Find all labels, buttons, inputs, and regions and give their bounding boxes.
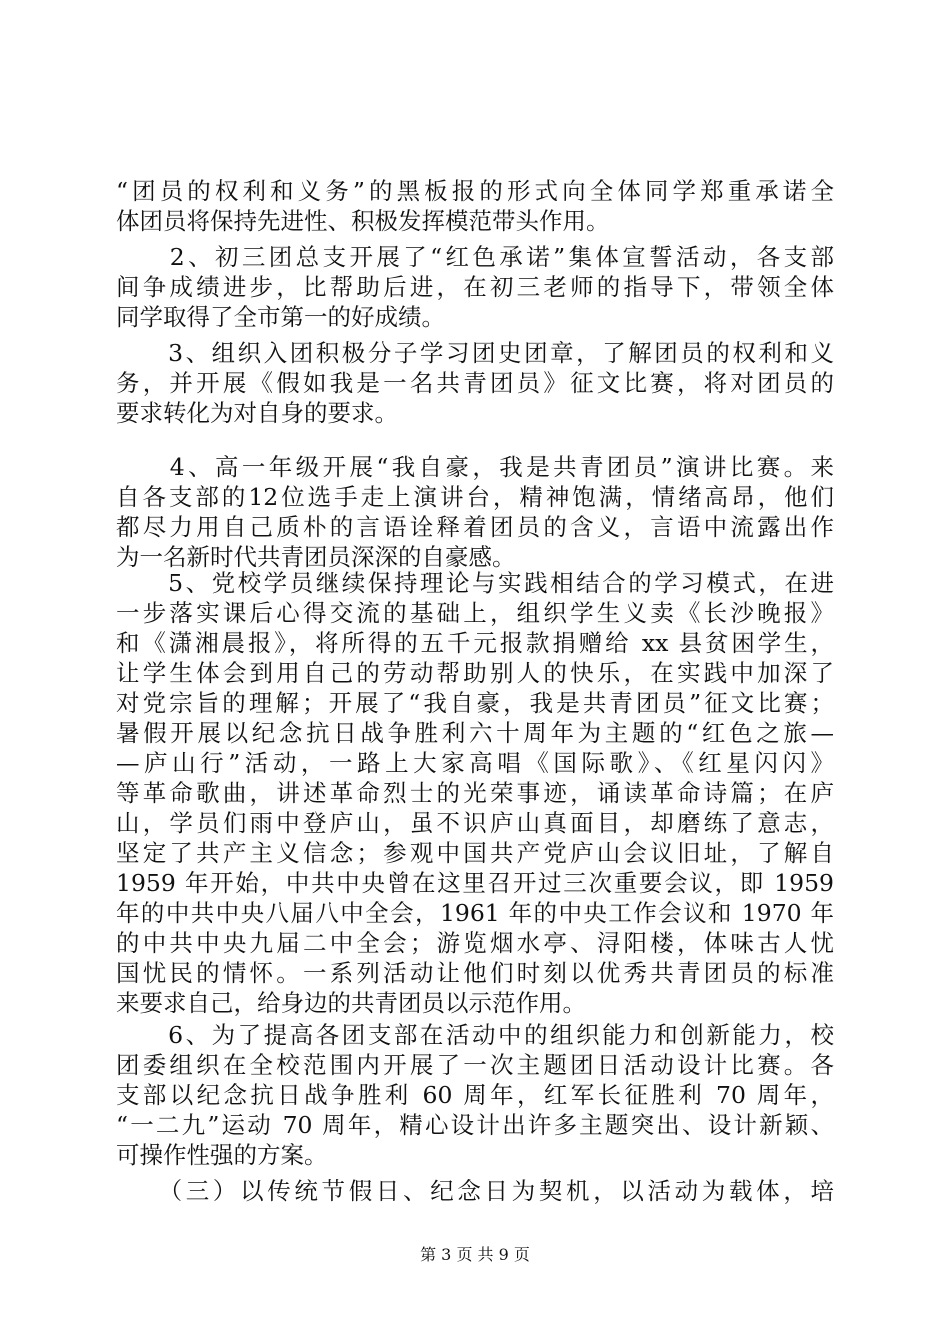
text-line: 一步落实课后心得交流的基础上，组织学生义卖《长沙晚报》 (116, 599, 834, 627)
text-line: 的中共中央九届二中全会；游览烟水亭、浔阳楼，体味古人忧 (116, 929, 834, 957)
text-line: 体团员将保持先进性、积极发挥模范带头作用。 (116, 207, 610, 235)
text-line: 可操作性强的方案。 (116, 1141, 328, 1169)
text-line: —庐山行”活动，一路上大家高唱《国际歌》、《红星闪闪》 (116, 749, 834, 777)
text-line: 2、初三团总支开展了“红色承诺”集体宣誓活动，各支部 (116, 243, 834, 271)
text-line: 同学取得了全市第一的好成绩。 (116, 303, 445, 331)
text-line: 4、高一年级开展“我自豪，我是共青团员”演讲比赛。来 (116, 453, 834, 481)
text-line: 自各支部的12位选手走上演讲台，精神饱满，情绪高昂，他们 (116, 483, 834, 511)
text-line: 让学生体会到用自己的劳动帮助别人的快乐，在实践中加深了 (116, 659, 834, 687)
text-line: 间争成绩进步，比帮助后进，在初三老师的指导下，带领全体 (116, 273, 834, 301)
text-line: 来要求自己，给身边的共青团员以示范作用。 (116, 989, 586, 1017)
text-line: 和《潇湘晨报》，将所得的五千元报款捐赠给 xx 县贫困学生， (116, 629, 834, 657)
text-line: 6、为了提高各团支部在活动中的组织能力和创新能力，校 (116, 1021, 834, 1049)
text-line: 1959 年开始，中共中央曾在这里召开过三次重要会议，即 1959 (116, 869, 834, 897)
text-line: 年的中共中央八届八中全会，1961 年的中央工作会议和 1970 年 (116, 899, 834, 927)
text-line: 暑假开展以纪念抗日战争胜利六十周年为主题的“红色之旅— (116, 719, 834, 747)
page-number-footer: 第 3 页 共 9 页 (420, 1245, 530, 1264)
text-line: 5、党校学员继续保持理论与实践相结合的学习模式，在进 (116, 569, 834, 597)
text-line: 团委组织在全校范围内开展了一次主题团日活动设计比赛。各 (116, 1051, 834, 1079)
text-line: （三）以传统节假日、纪念日为契机，以活动为载体，培 (116, 1177, 834, 1205)
text-line: 为一名新时代共青团员深深的自豪感。 (116, 543, 516, 571)
text-line: 等革命歌曲，讲述革命烈士的光荣事迹，诵读革命诗篇；在庐 (116, 779, 834, 807)
text-line: 3、组织入团积极分子学习团史团章，了解团员的权利和义 (116, 339, 834, 367)
text-line: 坚定了共产主义信念；参观中国共产党庐山会议旧址，了解自 (116, 839, 834, 867)
text-line: 要求转化为对自身的要求。 (116, 399, 398, 427)
text-line: 国忧民的情怀。一系列活动让他们时刻以优秀共青团员的标准 (116, 959, 834, 987)
text-line: 对党宗旨的理解；开展了“我自豪，我是共青团员”征文比赛； (116, 689, 834, 717)
text-line: 支部以纪念抗日战争胜利 60 周年，红军长征胜利 70 周年， (116, 1081, 834, 1109)
text-line: 都尽力用自己质朴的言语诠释着团员的含义，言语中流露出作 (116, 513, 834, 541)
text-line: “团员的权利和义务”的黑板报的形式向全体同学郑重承诺全 (116, 177, 834, 205)
text-line: “一二九”运动 70 周年，精心设计出许多主题突出、设计新颖、 (116, 1111, 834, 1139)
text-line: 务，并开展《假如我是一名共青团员》征文比赛，将对团员的 (116, 369, 834, 397)
text-line: 山，学员们雨中登庐山，虽不识庐山真面目，却磨练了意志， (116, 809, 834, 837)
